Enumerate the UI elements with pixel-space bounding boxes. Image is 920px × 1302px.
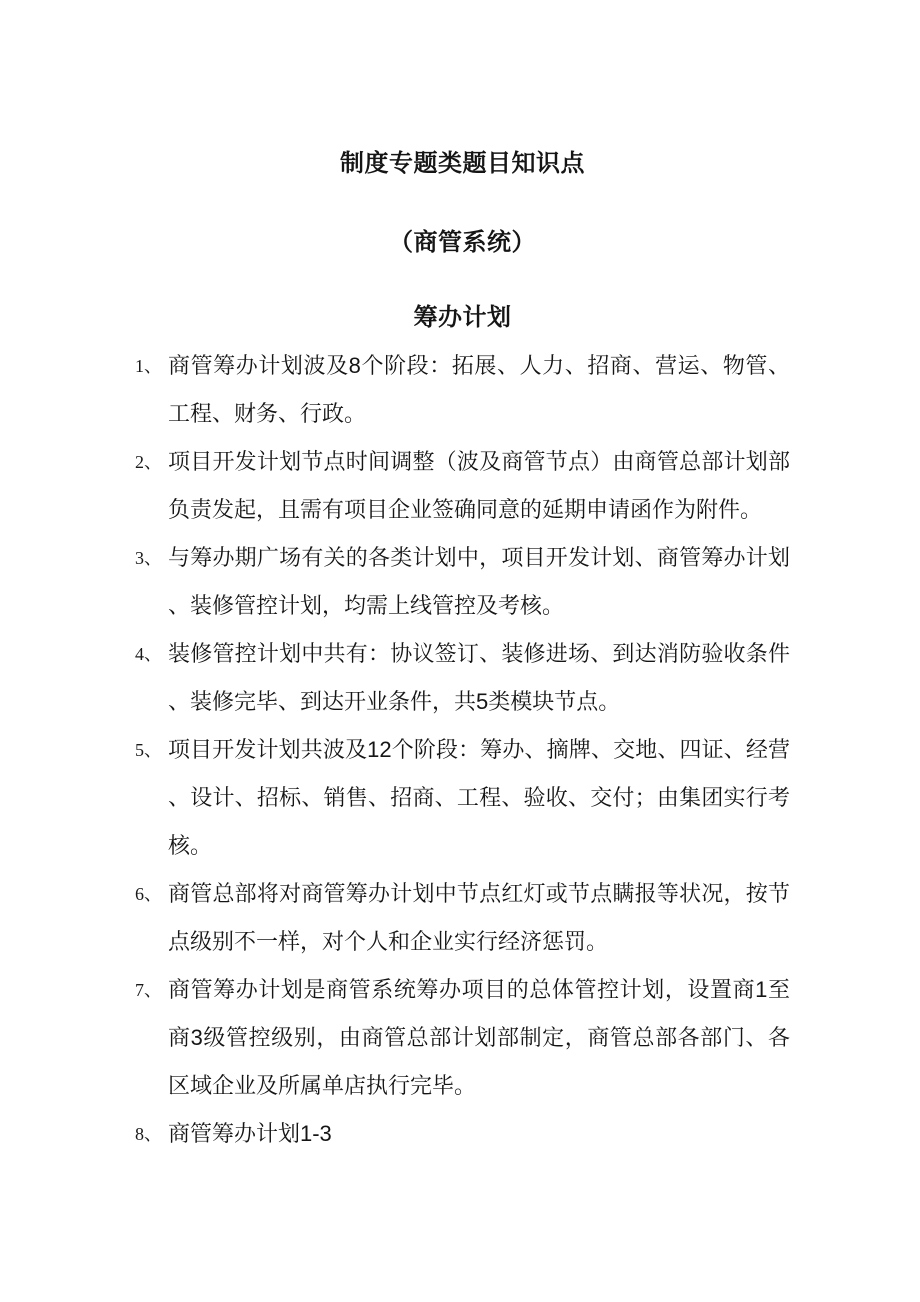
list-item-line: 商管总部将对商管筹办计划中节点红灯或节点瞒报等状况，按节 <box>168 881 790 906</box>
list-item-line: 点级别不一样，对个人和企业实行经济惩罚。 <box>168 929 609 954</box>
list-item-text <box>168 1110 790 1158</box>
list-item-text <box>168 870 790 966</box>
list-item-marker: 2、 <box>135 452 162 472</box>
numbered-list <box>135 342 790 1158</box>
list-item-line: 、装修完毕、到达开业条件，共5类模块节点。 <box>168 689 621 714</box>
list-item-line: 装修管控计划中共有：协议签订、装修进场、到达消防验收条件 <box>168 641 790 666</box>
list-item <box>135 342 790 438</box>
list-item-line: 核。 <box>168 833 213 858</box>
list-item-marker: 6、 <box>135 884 162 904</box>
list-item-line: 项目开发计划共波及12个阶段：筹办、摘牌、交地、四证、经营 <box>168 737 790 762</box>
list-item-marker: 4、 <box>135 644 162 664</box>
list-item-text <box>168 726 790 870</box>
list-item <box>135 630 790 726</box>
list-item <box>135 534 790 630</box>
list-item-text <box>168 534 790 630</box>
page-title: 制度专题类题目知识点 <box>340 150 585 177</box>
list-item-line: 项目开发计划节点时间调整（波及商管节点）由商管总部计划部 <box>168 449 790 474</box>
section-heading: 筹办计划 <box>413 304 512 331</box>
list-item-text <box>168 438 790 534</box>
list-item-text <box>168 966 790 1110</box>
list-item-line: 负责发起，且需有项目企业签确同意的延期申请函作为附件。 <box>168 497 763 522</box>
list-item-marker: 7、 <box>135 980 162 1000</box>
list-item-line: 商3级管控级别，由商管总部计划部制定，商管总部各部门、各 <box>168 1025 790 1050</box>
list-item-line: 、装修管控计划，均需上线管控及考核。 <box>168 593 565 618</box>
list-item-line: 商管筹办计划波及8个阶段：拓展、人力、招商、营运、物管、 <box>168 353 790 378</box>
list-item-marker: 3、 <box>135 548 162 568</box>
list-item <box>135 438 790 534</box>
list-item-text <box>168 342 790 438</box>
list-item-line: 与筹办期广场有关的各类计划中，项目开发计划、商管筹办计划 <box>168 545 790 570</box>
list-item-line: 工程、财务、行政。 <box>168 401 367 426</box>
list-item-marker: 8、 <box>135 1124 162 1144</box>
list-item <box>135 1110 790 1158</box>
list-item-line: 、设计、招标、销售、招商、工程、验收、交付；由集团实行考 <box>168 785 790 810</box>
list-item-marker: 5、 <box>135 740 162 760</box>
list-item-line: 区域企业及所属单店执行完毕。 <box>168 1073 477 1098</box>
list-item-marker: 1、 <box>135 356 162 376</box>
list-item <box>135 870 790 966</box>
page-subtitle: （商管系统） <box>389 229 536 256</box>
list-item-line: 商管筹办计划是商管系统筹办项目的总体管控计划，设置商1至 <box>168 977 790 1002</box>
list-item <box>135 726 790 870</box>
list-item-line: 商管筹办计划1-3 <box>168 1121 332 1146</box>
list-item <box>135 966 790 1110</box>
list-item-text <box>168 630 790 726</box>
